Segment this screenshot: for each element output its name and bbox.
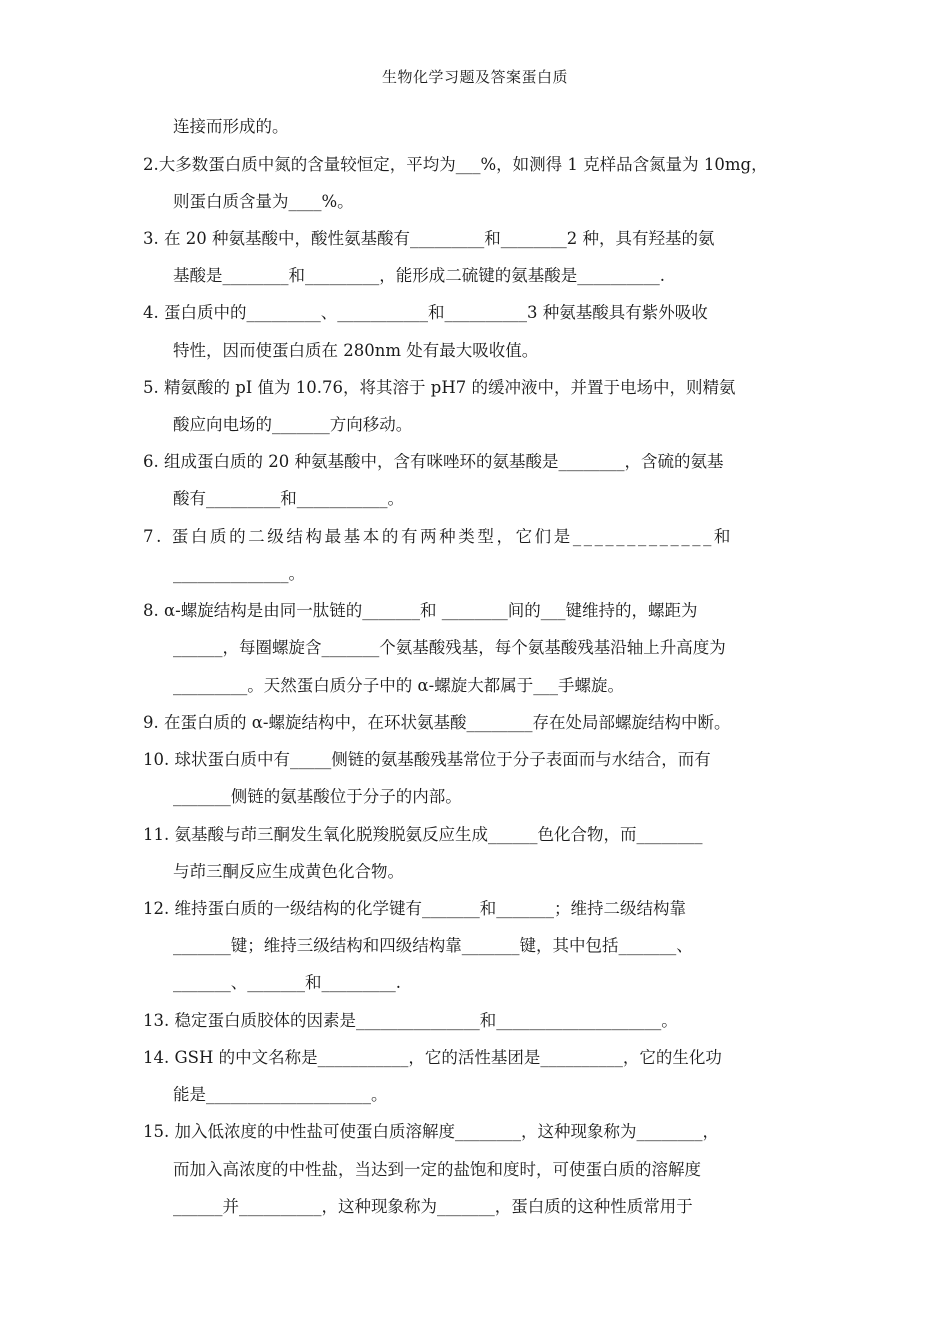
- text-line: _________。天然蛋白质分子中的 α-螺旋大都属于___手螺旋。: [173, 676, 624, 695]
- text-line: 而加入高浓度的中性盐，当达到一定的盐饱和度时，可使蛋白质的溶解度: [173, 1160, 701, 1179]
- page-title: 生物化学习题及答案蛋白质: [381, 68, 568, 86]
- text-line: 酸有_________和___________。: [173, 489, 404, 508]
- question-7: 7. 蛋白质的二级结构最基本的有两种类型，它们是_____________和: [143, 527, 734, 546]
- question-12: 12. 维持蛋白质的一级结构的化学键有_______和_______；维持二级结构靠: [143, 899, 686, 918]
- text-line: 与茚三酮反应生成黄色化合物。: [173, 862, 404, 881]
- question-5: 5. 精氨酸的 pI 值为 10.76，将其溶于 pH7 的缓冲液中，并置于电场中，则精氨: [143, 378, 736, 397]
- question-15: 15. 加入低浓度的中性盐可使蛋白质溶解度________，这种现象称为________，: [143, 1122, 719, 1141]
- text-line: 基酸是________和_________，能形成二硫键的氨基酸是__________.: [173, 266, 665, 285]
- text-line: ______________。: [173, 564, 305, 583]
- text-line: 特性，因而使蛋白质在 280nm 处有最大吸收值。: [173, 341, 539, 360]
- question-4: 4. 蛋白质中的_________、___________和__________3 种氨基酸具有紫外吸收: [143, 303, 708, 322]
- text-line: 则蛋白质含量为____%。: [173, 192, 354, 211]
- question-2: 2.大多数蛋白质中氮的含量较恒定，平均为___%，如测得 1 克样品含氮量为 10mg，: [143, 155, 768, 174]
- question-8: 8. α-螺旋结构是由同一肽链的_______和 ________间的___键维持的，螺距为: [143, 601, 698, 620]
- text-line: 酸应向电场的_______方向移动。: [173, 415, 413, 434]
- text-line: _______侧链的氨基酸位于分子的内部。: [173, 787, 462, 806]
- text-line: ______，每圈螺旋含_______个氨基酸残基，每个氨基酸残基沿轴上升高度为: [173, 638, 726, 657]
- text-line: ______并__________，这种现象称为_______，蛋白质的这种性质常用于: [173, 1197, 693, 1216]
- question-14: 14. GSH 的中文名称是___________，它的活性基团是__________，它的生化功: [143, 1048, 722, 1067]
- question-9: 9. 在蛋白质的 α-螺旋结构中，在环状氨基酸________存在处局部螺旋结构中断。: [143, 713, 731, 732]
- text-line: _______键；维持三级结构和四级结构靠_______键，其中包括_______、: [173, 936, 693, 955]
- question-13: 13. 稳定蛋白质胶体的因素是_______________和____________________。: [143, 1011, 678, 1030]
- question-10: 10. 球状蛋白质中有_____侧链的氨基酸残基常位于分子表面而与水结合，而有: [143, 750, 711, 769]
- question-6: 6. 组成蛋白质的 20 种氨基酸中，含有咪唑环的氨基酸是________，含硫的氨基: [143, 452, 724, 471]
- text-line: 连接而形成的。: [173, 117, 289, 136]
- question-3: 3. 在 20 种氨基酸中，酸性氨基酸有_________和________2 种，具有羟基的氨: [143, 229, 715, 248]
- question-11: 11. 氨基酸与茚三酮发生氧化脱羧脱氨反应生成______色化合物，而________: [143, 825, 703, 844]
- text-line: _______、_______和_________.: [173, 973, 401, 992]
- text-line: 能是____________________。: [173, 1085, 388, 1104]
